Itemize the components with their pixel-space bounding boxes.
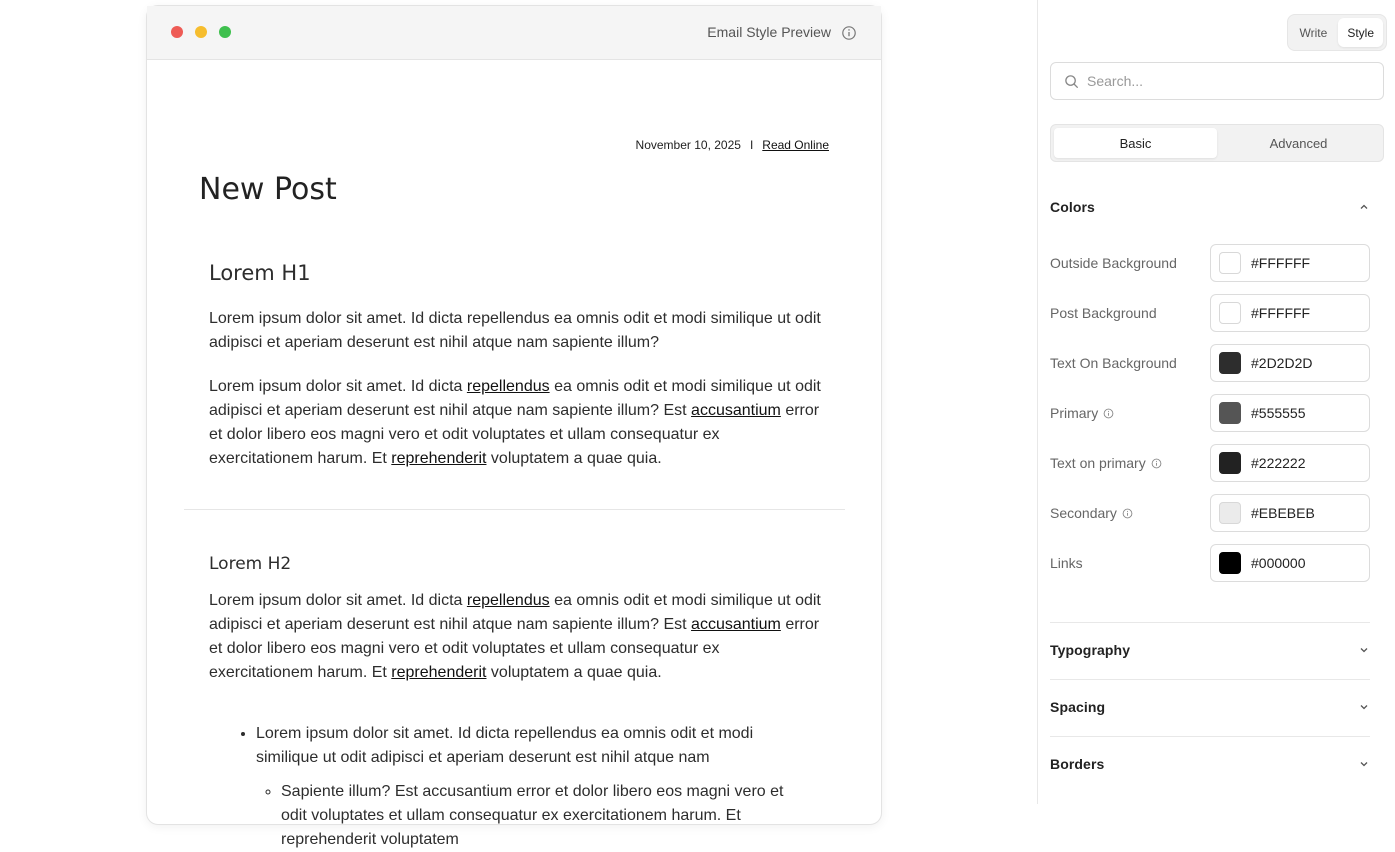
email-preview-window: [146, 5, 882, 848]
typography-section-header[interactable]: [1050, 642, 1370, 658]
color-hex-value: #222222: [1251, 455, 1306, 471]
close-window-button[interactable]: [171, 26, 183, 38]
color-swatch[interactable]: [1219, 552, 1241, 574]
color-label: Primary: [1050, 405, 1099, 421]
paragraph-text: ea omnis odit et modi similique ut odit adipisci et aperiam deserunt est nihil atque nam sapiente illum? Est: [209, 592, 821, 633]
minimize-window-button[interactable]: [195, 26, 207, 38]
color-row-post-background: [1050, 294, 1370, 332]
paragraph-text: voluptatem a quae quia.: [486, 450, 662, 467]
mode-toggle: [1287, 14, 1387, 51]
color-hex-value: #FFFFFF: [1251, 255, 1311, 271]
color-row-links: [1050, 544, 1370, 582]
email-meta-row: [147, 138, 829, 152]
chevron-down-icon: [1358, 701, 1370, 713]
section-divider: [1050, 736, 1370, 737]
spacing-section-header[interactable]: [1050, 699, 1370, 715]
window-title: Email Style Preview: [707, 24, 831, 40]
color-hex-value: #2D2D2D: [1251, 355, 1313, 371]
tab-advanced[interactable]: Advanced: [1217, 128, 1380, 158]
post-title: New Post: [199, 172, 337, 207]
color-hex-value: #FFFFFF: [1251, 305, 1311, 321]
color-label: Post Background: [1050, 305, 1157, 321]
search-icon: [1064, 74, 1079, 89]
bullet-list: [235, 722, 795, 852]
color-swatch[interactable]: [1219, 452, 1241, 474]
color-row-text-on-background: [1050, 344, 1370, 382]
color-input-outside-background[interactable]: [1210, 244, 1370, 282]
link-reprehenderit[interactable]: reprehenderit: [391, 450, 487, 467]
color-row-outside-background: [1050, 244, 1370, 282]
color-input-text-on-primary[interactable]: [1210, 444, 1370, 482]
paragraph-text: Lorem ipsum dolor sit amet. Id dicta: [209, 378, 467, 395]
color-hex-value: #555555: [1251, 405, 1306, 421]
heading-h2: Lorem H2: [209, 554, 292, 574]
paragraph-3: [209, 589, 821, 685]
spacing-section-title: Spacing: [1050, 699, 1106, 715]
color-input-post-background[interactable]: [1210, 294, 1370, 332]
info-icon[interactable]: [1122, 508, 1133, 519]
paragraph-1: Lorem ipsum dolor sit amet. Id dicta repellendus ea omnis odit et modi similique ut odit adipisci et aperiam deserunt est nihil atque nam sapiente illum?: [209, 310, 821, 351]
color-swatch[interactable]: [1219, 352, 1241, 374]
paragraph-text: Lorem ipsum dolor sit amet. Id dicta: [209, 592, 467, 609]
borders-section-header[interactable]: [1050, 756, 1370, 772]
paragraph-text: ea omnis odit et modi similique ut odit adipisci et aperiam deserunt est nihil atque nam sapiente illum? Est: [209, 378, 821, 419]
color-row-primary: [1050, 394, 1370, 432]
color-label-wrap: [1050, 405, 1114, 421]
chevron-up-icon: [1358, 201, 1370, 213]
section-divider: [1050, 622, 1370, 623]
chevron-down-icon: [1358, 758, 1370, 770]
color-input-primary[interactable]: [1210, 394, 1370, 432]
color-row-text-on-primary: [1050, 444, 1370, 482]
list-item-text: Lorem ipsum dolor sit amet. Id dicta repellendus ea omnis odit et modi similique ut odit adipisci et aperiam deserunt est nihil atque nam: [256, 725, 754, 766]
info-icon[interactable]: [1151, 458, 1162, 469]
list-item: [256, 722, 795, 852]
color-input-links[interactable]: [1210, 544, 1370, 582]
color-label: Secondary: [1050, 505, 1117, 521]
search-box: [1050, 62, 1384, 100]
write-mode-button[interactable]: Write: [1291, 18, 1337, 47]
color-label: Links: [1050, 555, 1083, 571]
color-swatch[interactable]: [1219, 402, 1241, 424]
list-item: ◦ Sapiente illum? Est accusantium error et dolor libero eos magni vero et odit voluptates et ullam consequatur ex exercitationem harum. Et reprehenderit voluptatem: [281, 780, 795, 852]
style-panel: [1037, 0, 1395, 804]
link-reprehenderit[interactable]: reprehenderit: [391, 664, 487, 681]
color-hex-value: #EBEBEB: [1251, 505, 1315, 521]
color-swatch[interactable]: [1219, 252, 1241, 274]
search-input[interactable]: [1087, 73, 1367, 89]
borders-section-title: Borders: [1050, 756, 1105, 772]
section-divider: [1050, 679, 1370, 680]
tab-basic[interactable]: Basic: [1054, 128, 1217, 158]
section-divider: [184, 509, 845, 510]
info-icon[interactable]: [841, 25, 857, 41]
meta-separator: I: [749, 138, 754, 152]
nested-bullet-list: [256, 780, 795, 852]
info-icon[interactable]: [1103, 408, 1114, 419]
color-label-wrap: [1050, 505, 1133, 521]
style-mode-button[interactable]: Style: [1338, 18, 1383, 47]
paragraph-text: voluptatem a quae quia.: [486, 664, 662, 681]
color-label-wrap: [1050, 455, 1162, 471]
style-tabs: [1050, 124, 1384, 162]
color-label: Text on primary: [1050, 455, 1146, 471]
chevron-down-icon: [1358, 644, 1370, 656]
color-swatch[interactable]: [1219, 302, 1241, 324]
colors-section-title: Colors: [1050, 199, 1095, 215]
colors-section-header[interactable]: [1050, 199, 1370, 215]
paragraph-text: error et dolor libero eos magni vero et odit voluptates et ullam consequatur ex exercitationem harum. Et: [209, 616, 820, 681]
typography-section-title: Typography: [1050, 642, 1131, 658]
color-swatch[interactable]: [1219, 502, 1241, 524]
paragraph-text: error et dolor libero eos magni vero et odit voluptates et ullam consequatur ex exercitationem harum. Et: [209, 402, 820, 467]
window-titlebar: [147, 6, 881, 60]
maximize-window-button[interactable]: [219, 26, 231, 38]
paragraph-2: [209, 375, 821, 471]
color-input-secondary[interactable]: [1210, 494, 1370, 532]
color-label: Text On Background: [1050, 355, 1177, 371]
color-input-text-on-background[interactable]: [1210, 344, 1370, 382]
link-repellendus[interactable]: repellendus: [466, 592, 550, 609]
color-row-secondary: [1050, 494, 1370, 532]
link-accusantium[interactable]: accusantium: [691, 402, 781, 419]
link-accusantium[interactable]: accusantium: [691, 616, 781, 633]
color-label: Outside Background: [1050, 255, 1177, 271]
color-hex-value: #000000: [1251, 555, 1306, 571]
link-repellendus[interactable]: repellendus: [466, 378, 550, 395]
post-date: November 10, 2025: [635, 138, 741, 152]
read-online-link[interactable]: Read Online: [762, 138, 829, 152]
heading-h1: Lorem H1: [209, 261, 311, 285]
